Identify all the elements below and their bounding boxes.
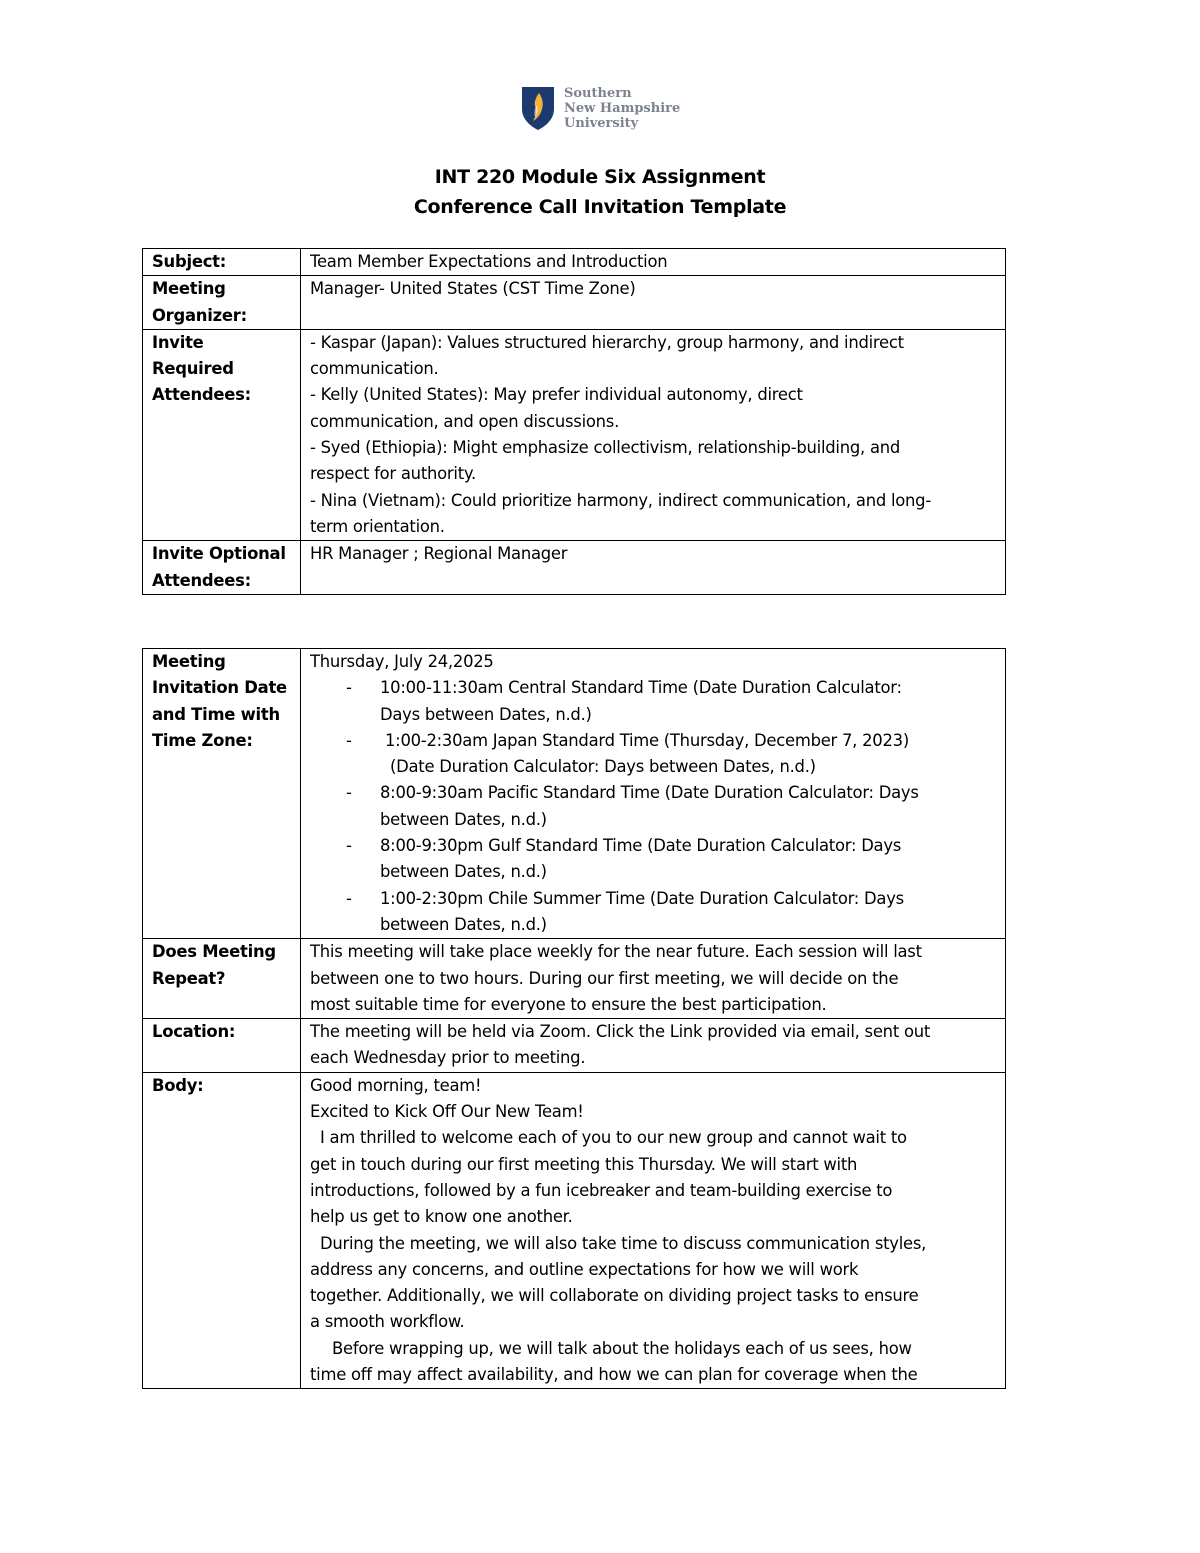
subject-label: Subject:	[143, 249, 301, 276]
logo-line-2: New Hampshire	[564, 100, 681, 116]
location-value: The meeting will be held via Zoom. Click the Link provided via email, sent out each Wednesday prior to meeting.	[301, 1019, 1006, 1073]
document-title: INT 220 Module Six Assignment	[434, 166, 766, 188]
meeting-date: Thursday, July 24,2025	[310, 652, 494, 671]
body-value: Good morning, team! Excited to Kick Off Our New Team! I am thrilled to welcome each of you to our new group and cannot wait to get in touch during our first meeting this Thursday. We will start with introductions, followed by a fun icebreaker and team-building exercise to help us get to know one another. During the meeting, we will also take time to discuss communication styles, address any concerns, and outline expectations for how we will work together. Additionally, we will collaborate on dividing project tasks to ensure a smooth workflow. Before wrapping up, we will talk about the holidays each of us sees, how time off may affect availability, and how we can plan for coverage when the	[301, 1072, 1006, 1389]
list-item: - 1:00-2:30am Japan Standard Time (Thursday, December 7, 2023) (Date Duration Calculator: Days between Dates, n.d.)	[310, 728, 997, 781]
table-row	[143, 1019, 1006, 1073]
shield-icon	[520, 85, 556, 131]
document-subtitle: Conference Call Invitation Template	[413, 196, 787, 218]
list-item: - 8:00-9:30am Pacific Standard Time (Date Duration Calculator: Days between Dates, n.d.)	[310, 780, 997, 833]
list-item: - 8:00-9:30pm Gulf Standard Time (Date Duration Calculator: Days between Dates, n.d.)	[310, 833, 997, 886]
repeat-value: This meeting will take place weekly for the near future. Each session will last between one to two hours. During our first meeting, we will decide on the most suitable time for everyone to ensure the best participation.	[301, 939, 1006, 1019]
list-item: - 1:00-2:30pm Chile Summer Time (Date Duration Calculator: Days between Dates, n.d.)	[310, 886, 997, 939]
repeat-label: Does Meeting Repeat?	[143, 939, 301, 1019]
table-row	[143, 939, 1006, 1019]
required-attendees-value: - Kaspar (Japan): Values structured hierarchy, group harmony, and indirect communication. - Kelly (United States): May prefer individual autonomy, direct communication, and open discussions. - Syed (Ethiopia): Might emphasize collectivism, relationship-building, and respect for authority. - Nina (Vietnam): Could prioritize harmony, indirect communication, and long- term orientation.	[301, 329, 1006, 540]
optional-attendees-label: Invite Optional Attendees:	[143, 541, 301, 595]
table-row	[143, 541, 1006, 595]
logo-wordmark	[564, 86, 680, 131]
table-row	[143, 249, 1006, 276]
subject-value: Team Member Expectations and Introduction	[301, 249, 1006, 276]
table-row	[143, 276, 1006, 330]
list-item: - 10:00-11:30am Central Standard Time (Date Duration Calculator: Days between Dates, n.d.)	[310, 675, 997, 728]
required-attendees-label: Invite Required Attendees:	[143, 329, 301, 540]
university-logo	[520, 84, 690, 132]
logo-line-1: Southern	[564, 85, 632, 101]
organizer-value: Manager- United States (CST Time Zone)	[301, 276, 1006, 330]
location-label: Location:	[143, 1019, 301, 1073]
table-row	[143, 329, 1006, 540]
invitation-details-table	[142, 648, 1006, 1389]
body-label: Body:	[143, 1072, 301, 1389]
datetime-value	[301, 649, 1006, 939]
invitation-header-table	[142, 248, 1006, 595]
logo-line-3: University	[564, 115, 639, 131]
datetime-label: Meeting Invitation Date and Time with Time Zone:	[143, 649, 301, 939]
organizer-label: Meeting Organizer:	[143, 276, 301, 330]
optional-attendees-value: HR Manager ; Regional Manager	[301, 541, 1006, 595]
table-row	[143, 649, 1006, 939]
table-row	[143, 1072, 1006, 1389]
